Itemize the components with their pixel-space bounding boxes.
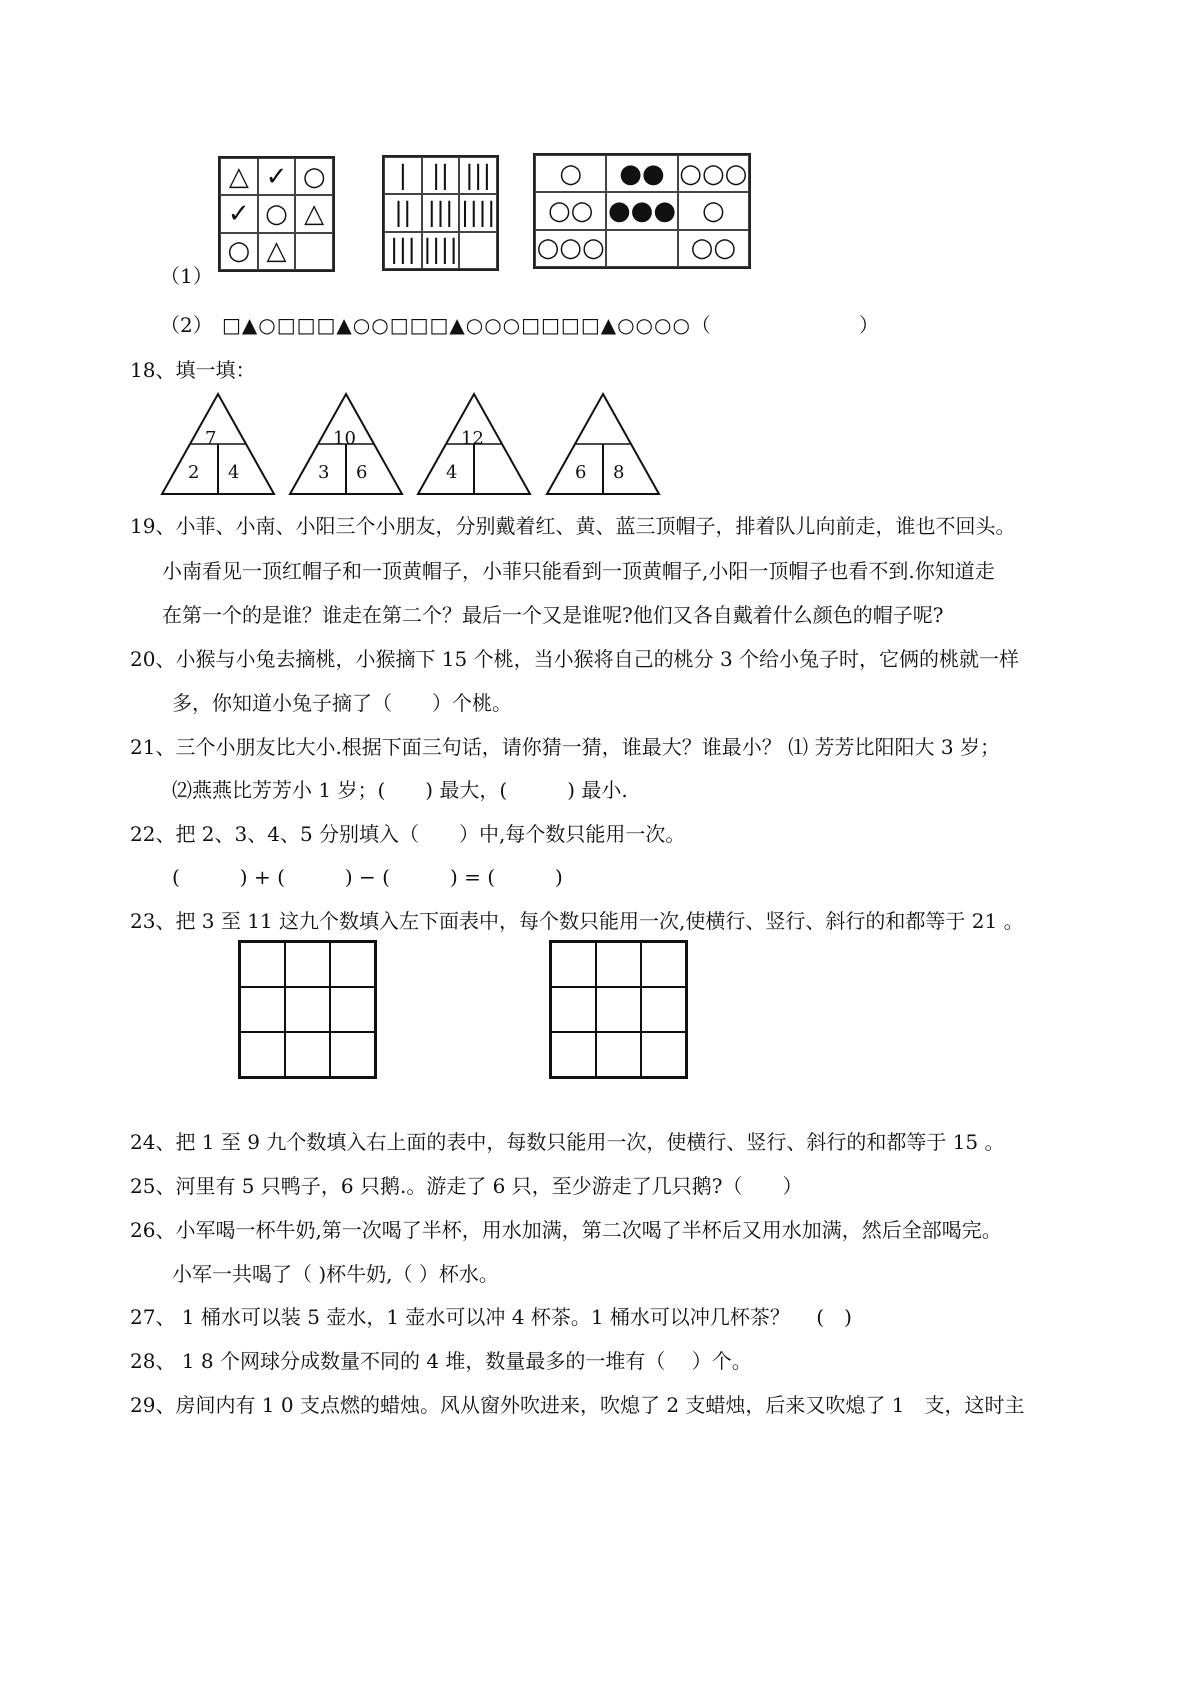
q20-line1: 20、小猴与小兔去摘桃，小猴摘下 15 个桃，当小猴将自己的桃分 3 个给小兔子时，它俩的桃就一样: [130, 647, 1020, 671]
grid-cell: ✓: [258, 158, 296, 195]
triangle-left-number: 2: [188, 462, 200, 483]
grid-cell: △: [295, 195, 333, 232]
blank-cell[interactable]: [330, 1032, 375, 1077]
grid-cell: ●●: [606, 155, 677, 192]
grid-cell: △: [220, 158, 258, 195]
q19-line1: 19、小菲、小南、小阳三个小朋友，分别戴着红、黄、蓝三顶帽子，排着队儿向前走，谁也不回头。: [130, 514, 1016, 538]
grid-cell: ○: [535, 155, 606, 192]
grid-cell: ||: [384, 194, 422, 231]
circle-grid: [533, 153, 751, 269]
triangle-shape: [545, 392, 661, 496]
q22-line2: ( ) + ( ) − ( ) = ( ): [172, 865, 563, 889]
number-triangle: [416, 392, 532, 496]
grid-cell: ||: [422, 157, 460, 194]
triangle-right-number: 4: [228, 462, 240, 483]
grid-cell: |||: [384, 232, 422, 269]
q26-line1: 26、小军喝一杯牛奶,第一次喝了半杯，用水加满，第二次喝了半杯后又用水加满，然后全部喝完。: [130, 1218, 1002, 1242]
grid-cell: ○: [258, 195, 296, 232]
q21-line2: ⑵燕燕比芳芳小 1 岁；( ) 最大，( ) 最小.: [172, 778, 628, 802]
q17-part2-label: （2）: [160, 313, 213, 337]
grid-cell: |: [384, 157, 422, 194]
triangle-right-number: 8: [613, 462, 625, 483]
triangle-top-number: 10: [333, 428, 356, 449]
q28-text: 28、 1 8 个网球分成数量不同的 4 堆，数量最多的一堆有（ ）个。: [130, 1349, 752, 1373]
grid-cell: |||: [459, 157, 497, 194]
grid-cell: |||: [422, 194, 460, 231]
q19-line3: 在第一个的是谁？谁走在第二个？最后一个又是谁呢?他们又各自戴着什么颜色的帽子呢?: [162, 603, 944, 627]
q25-text: 25、河里有 5 只鸭子，6 只鹅.。游走了 6 只，至少游走了几只鹅?（ ）: [130, 1174, 803, 1198]
triangle-top-number: 12: [461, 428, 484, 449]
grid-cell: ●●●: [606, 192, 677, 229]
triangle-left-number: 3: [318, 462, 330, 483]
blank-cell[interactable]: [551, 1032, 596, 1077]
grid-cell: ○○○: [535, 230, 606, 267]
q20-line2: 多，你知道小兔子摘了（ ）个桃。: [172, 691, 512, 715]
number-triangle: [288, 392, 404, 496]
shape-grid: [218, 156, 335, 272]
triangle-top-number: 7: [205, 428, 217, 449]
grid-cell: ○: [678, 192, 749, 229]
q17-part1-label: （1）: [160, 264, 213, 288]
blank-cell[interactable]: [240, 987, 285, 1032]
blank-cell[interactable]: [551, 942, 596, 987]
grid-cell: ||||: [422, 232, 460, 269]
triangle-shape: [160, 392, 276, 496]
triangle-left-number: 6: [575, 462, 587, 483]
grid-cell: ||||: [459, 194, 497, 231]
blank-cell[interactable]: [596, 942, 641, 987]
tally-grid: [382, 155, 499, 271]
grid-cell: ○○: [678, 230, 749, 267]
blank-cell[interactable]: [285, 1032, 330, 1077]
blank-cell[interactable]: [641, 942, 686, 987]
magic-square-right: [549, 940, 688, 1079]
grid-cell: [295, 233, 333, 270]
grid-cell: ○: [295, 158, 333, 195]
blank-cell[interactable]: [330, 987, 375, 1032]
grid-cell: [459, 232, 497, 269]
grid-cell: ○: [220, 233, 258, 270]
q27-text: 27、 1 桶水可以装 5 壶水，1 壶水可以冲 4 杯茶。1 桶水可以冲几杯茶？ ( ): [130, 1305, 852, 1329]
grid-cell: ✓: [220, 195, 258, 232]
triangle-left-number: 4: [446, 462, 458, 483]
number-triangle: [160, 392, 276, 496]
q21-line1: 21、三个小朋友比大小.根据下面三句话，请你猜一猜，谁最大？谁最小？ ⑴ 芳芳比阳阳大 3 岁；: [130, 735, 1000, 759]
blank-cell[interactable]: [596, 987, 641, 1032]
magic-square-left: [238, 940, 377, 1079]
blank-cell[interactable]: [330, 942, 375, 987]
q17-part2-sequence: □▲○□□□▲○○□□□▲○○○□□□□▲○○○○（ ）: [222, 313, 880, 337]
blank-cell[interactable]: [285, 987, 330, 1032]
q26-line2: 小军一共喝了（ )杯牛奶,（ ）杯水。: [172, 1262, 499, 1286]
number-triangle: [545, 392, 661, 496]
q23-text: 23、把 3 至 11 这九个数填入左下面表中，每个数只能用一次,使横行、竖行、斜行的和都等于 21 。: [130, 909, 1024, 933]
q19-line2: 小南看见一顶红帽子和一顶黄帽子，小菲只能看到一顶黄帽子,小阳一顶帽子也看不到.你知道走: [162, 559, 995, 583]
grid-cell: ○○○: [678, 155, 749, 192]
q18-title: 18、填一填：: [130, 358, 256, 382]
blank-cell[interactable]: [240, 1032, 285, 1077]
blank-cell[interactable]: [240, 942, 285, 987]
q24-text: 24、把 1 至 9 九个数填入右上面的表中，每数只能用一次，使横行、竖行、斜行的和都等于 15 。: [130, 1130, 1005, 1154]
blank-cell[interactable]: [641, 1032, 686, 1077]
blank-cell[interactable]: [551, 987, 596, 1032]
blank-cell[interactable]: [596, 1032, 641, 1077]
q29-text: 29、房间内有 1 0 支点燃的蜡烛。风从窗外吹进来，吹熄了 2 支蜡烛，后来又吹熄了 1 支，这时主: [130, 1393, 1025, 1417]
blank-cell[interactable]: [641, 987, 686, 1032]
grid-cell: △: [258, 233, 296, 270]
grid-cell: ○○: [535, 192, 606, 229]
triangle-right-number: 6: [356, 462, 368, 483]
grid-cell: [606, 230, 677, 267]
blank-cell[interactable]: [285, 942, 330, 987]
q22-line1: 22、把 2、3、4、5 分别填入（ ）中,每个数只能用一次。: [130, 822, 686, 846]
